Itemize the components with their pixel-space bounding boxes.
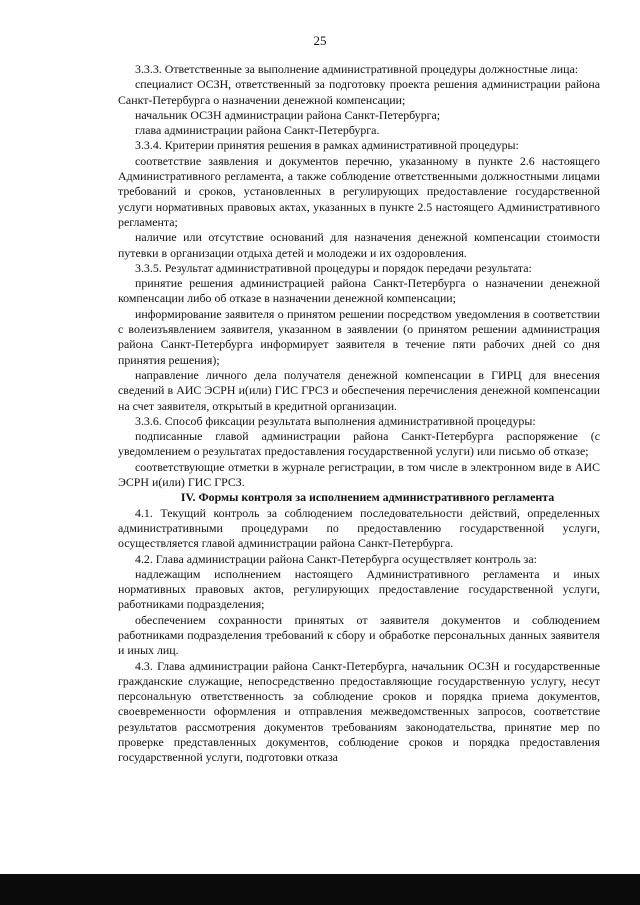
paragraph: глава администрации района Санкт-Петербурга.	[135, 123, 380, 138]
page-number: 25	[313, 33, 327, 48]
paragraph: соответствующие отметки в журнале регистрации, в том числе в электронном виде в АИС ЭСРН и(или) ГИС ГРСЗ.	[118, 459, 600, 490]
paragraph: 3.3.4. Критерии принятия решения в рамках административной процедуры:	[135, 138, 519, 153]
paragraph: 3.3.3. Ответственные за выполнение административной процедуры должностные лица:	[135, 62, 579, 76]
paragraph: начальник ОСЗН администрации района Санкт-Петербурга;	[135, 107, 441, 122]
document-body	[118, 62, 600, 766]
paragraph: соответствие заявления и документов перечню, указанному в пункте 2.6 настоящего Административного регламента, а также соблюдение ответственными должностными лицами требований и сроков, установленных в регулирующих предоставление государственной услуги нормативных правовых актах, указанных в пункте 2.5 настоящего Административного регламента;	[118, 153, 600, 229]
paragraph: 3.3.5. Результат административной процедуры и порядок передачи результата:	[135, 260, 532, 275]
paragraph: информирование заявителя о принятом решении посредством уведомления в соответствии с волеизъявлением заявителя, указанном в заявлении (о принятом решении администрация района Санкт-Петербурга информирует заявителя в течение пяти рабочих дней со дня принятия решения);	[118, 306, 600, 367]
paragraph: направление личного дела получателя денежной компенсации в ГИРЦ для внесения сведений в АИС ЭСРН и(или) ГИС ГРСЗ и обеспечения перечисления денежной компенсации на счет заявителя, открытый в кредитной организации.	[118, 367, 600, 413]
paragraph: специалист ОСЗН, ответственный за подготовку проекта решения администрации района Санкт-Петербурга о назначении денежной компенсации;	[118, 77, 600, 107]
paragraph: 4.2. Глава администрации района Санкт-Петербурга осуществляет контроль за:	[135, 551, 537, 566]
paragraph: подписанные главой администрации района Санкт-Петербурга распоряжение (с уведомлением о результатах предоставления государственной услуги) или письмо об отказе;	[118, 429, 600, 459]
paragraph: 4.1. Текущий контроль за соблюдением последовательности действий, определенных административными процедурами по предоставлению государственной услуги, осуществляется главой администрации района Санкт-Петербурга.	[118, 505, 600, 551]
paragraph: принятие решения администрацией района Санкт-Петербурга о назначении денежной компенсации либо об отказе в назначении денежной компенсации;	[118, 276, 600, 306]
paragraph: наличие или отсутствие оснований для назначения денежной компенсации стоимости путевки в организации отдыха детей и молодежи и их оздоровления.	[118, 230, 600, 260]
paragraph: обеспечением сохранности принятых от заявителя документов и соблюдением работниками подразделения требований к сбору и обработке персональных данных заявителя и иных лиц.	[118, 612, 600, 658]
paragraph: надлежащим исполнением настоящего Административного регламента и иных нормативных правовых актов, регулирующих предоставление государственной услуги, работниками подразделения;	[118, 566, 600, 612]
paragraph: 4.3. Глава администрации района Санкт-Петербурга, начальник ОСЗН и государственные гражданские служащие, непосредственно предоставляющие государственную услугу, несут персональную ответственность за соблюдение сроков и порядка приема документов, своевременности оформления и отправления межведомственных запросов, соответствие результатов рассмотрения документов требованиям законодательства, принятие мер по проверке представленных документов, соблюдение сроков и порядка предоставления государственной услуги, подготовки отказа	[118, 658, 600, 765]
paragraph: 3.3.6. Способ фиксации результата выполнения административной процедуры:	[135, 413, 536, 428]
scan-bottom-edge	[0, 874, 640, 905]
section-heading: IV. Формы контроля за исполнением административного регламента	[180, 490, 555, 505]
